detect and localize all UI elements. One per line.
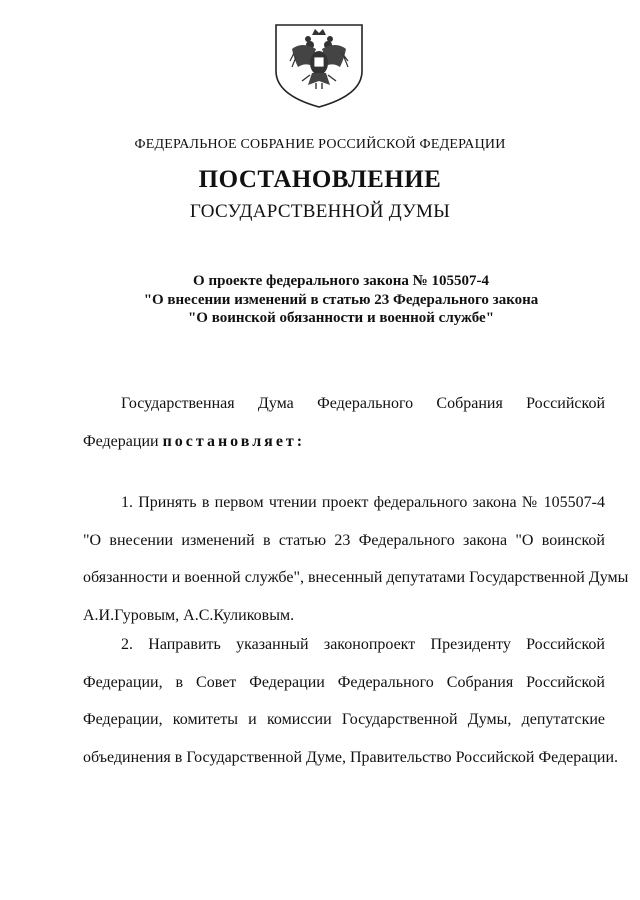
paragraph-line: 1. Принять в первом чтении проект федерального закона № 105507-4 [121,494,605,511]
resolves-keyword: постановляет: [162,432,306,450]
russian-coat-of-arms-icon [272,23,366,109]
paragraph-line: 2. Направить указанный законопроект Президенту Российской [121,636,605,653]
paragraph-line: Государственная Дума Федерального Собрания Российской [121,395,605,412]
item-1-paragraph [83,484,629,634]
item-2-paragraph [83,626,619,776]
paragraph-line: "О внесении изменений в статью 23 Федерального закона "О воинской [83,531,605,549]
preamble-paragraph [83,385,605,460]
law-title-line: "О воинской обязанности и военной службе" [187,310,495,326]
preamble-text: Федерации [83,432,163,450]
paragraph-line: Федерации, в Совет Федерации Федерального Собрания Российской [83,673,605,691]
document-title: ПОСТАНОВЛЕНИЕ [198,166,442,193]
organization-name: ФЕДЕРАЛЬНОЕ СОБРАНИЕ РОССИЙСКОЙ ФЕДЕРАЦИИ [134,137,506,152]
law-title-line: "О внесении изменений в статью 23 Федерального закона [143,291,539,308]
paragraph-line: А.И.Гуровым, А.С.Куликовым. [83,606,295,624]
law-title [0,272,640,328]
paragraph-line: обязанности и военной службе", внесенный депутатами Государственной Думы [83,569,629,586]
paragraph-line: объединения в Государственной Думе, Правительство Российской Федерации. [83,748,619,766]
document-subtitle: ГОСУДАРСТВЕННОЙ ДУМЫ [189,201,451,222]
paragraph-line [83,423,605,461]
paragraph-line: Федерации, комитеты и комиссии Государственной Думы, депутатские [83,711,605,728]
law-title-line: О проекте федерального закона № 105507-4 [193,273,489,289]
